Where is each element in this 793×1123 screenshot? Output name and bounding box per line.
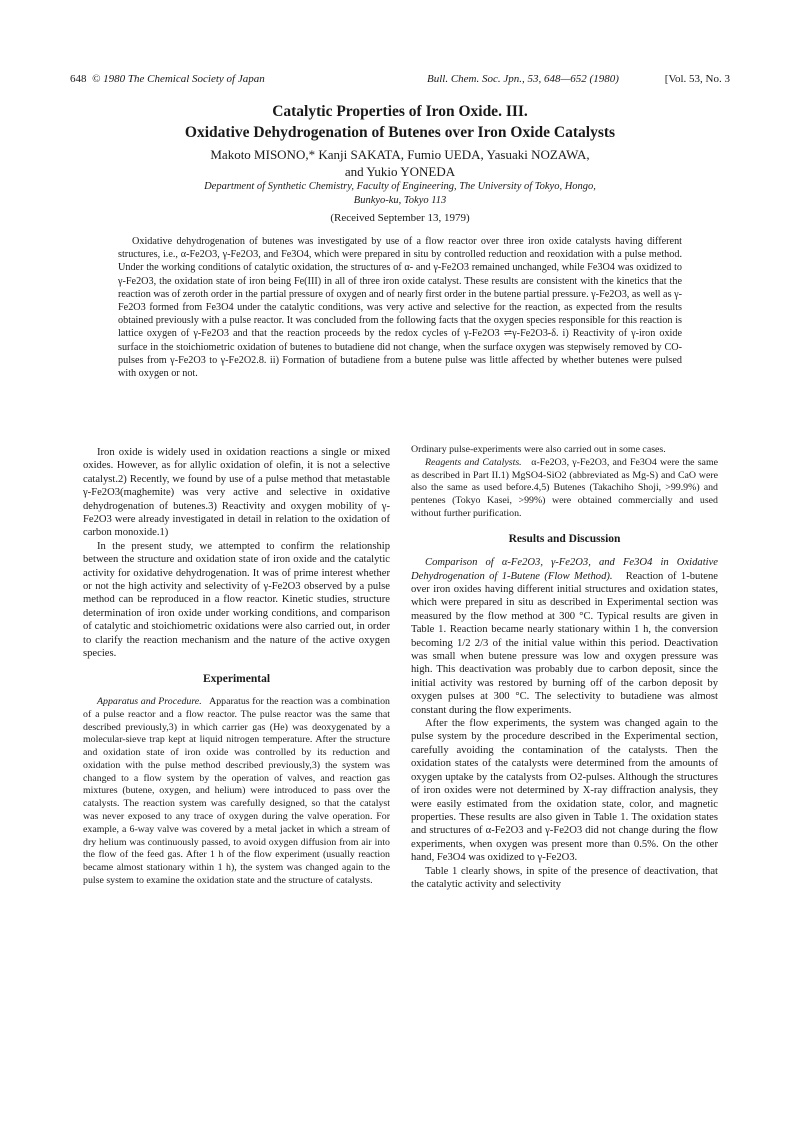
- title-line-1: Catalytic Properties of Iron Oxide. III.: [272, 103, 528, 120]
- journal-citation: Bull. Chem. Soc. Jpn., 53, 648—652 (1980): [427, 73, 619, 85]
- abstract: Oxidative dehydrogenation of butenes was investigated by use of a flow reactor over three iron oxide catalysts having different structures, i.e., α-Fe2O3, γ-Fe2O3, and Fe3O4, which were prepared in situ by controlled reduction and reoxidation with a pulse method. Under the working conditions of catalytic oxidation, the structures of α- and γ-Fe2O3 remained unchanged, while Fe3O4 was oxidized to γ-Fe2O3, the oxidation state of iron being Fe(III) in all of three iron oxide catalyst. These results are consistent with the kinetics that the reaction was of zeroth order in the partial pressure of oxygen and of nearly first order in the butene partial pressure. γ-Fe2O3, as well as γ-Fe2O3 formed from Fe3O4 under the catalytic conditions, was very active and selective for the reaction, as expected from the results obtained previously with a pulse reactor. It was concluded from the following facts that the oxygen species responsible for this reaction is lattice oxygen of γ-Fe2O3 and that the reaction proceeds by the redox cycles of γ-Fe2O3 ⇌γ-Fe2O3-δ. i) Reactivity of γ-iron oxide surface in the stoichiometric oxidation of butenes to butadiene did not change, when the surface oxygen was stepwisely removed by CO-pulses from γ-Fe2O3 to γ-Fe2O2.8. ii) Formation of butadiene from a butene pulse was little affected by whether butenes were pulsed with oxygen or not.: [118, 236, 682, 380]
- intro-paragraph-1: Iron oxide is widely used in oxidation reactions a single or mixed oxides. However, as for allylic oxidation of olefin, it is not a selective catalyst.2) Recently, we found by use of a pulse method that metastable γ-Fe2O3(maghemite) was very active and selective in oxidative dehydrogenation of butenes.3) Reactivity and oxygen mobility of γ-Fe2O3 were already investigated in detail in relation to the oxidation of carbon monoxide.1): [83, 447, 390, 539]
- page-number: 648: [70, 73, 87, 85]
- right-column: [411, 444, 718, 891]
- affiliation-line-1: Department of Synthetic Chemistry, Faculty of Engineering, The University of Tokyo, Hongo,: [204, 181, 596, 192]
- continued-paragraph: Ordinary pulse-experiments were also carried out in some cases.: [411, 444, 666, 455]
- authors-line-2: and Yukio YONEDA: [344, 164, 456, 179]
- affiliation-line-2: Bunkyo-ku, Tokyo 113: [353, 195, 447, 206]
- affiliation: [70, 180, 730, 208]
- experimental-heading: Experimental: [202, 672, 271, 685]
- title-line-2: Oxidative Dehydrogenation of Butenes over Iron Oxide Catalysts: [184, 124, 616, 141]
- received-date: (Received September 13, 1979): [330, 212, 470, 224]
- apparatus-run-in-heading: Apparatus and Procedure.: [97, 695, 202, 707]
- intro-paragraph-2: In the present study, we attempted to confirm the relationship between the structure and oxidation state of iron oxide and the catalytic activity for oxidative dehydrogenation. It was of prime interest whether or not the high activity and selectivity of γ-Fe2O3 observed by a pulse method can be reproduced in a flow reactor. Kinetic studies, structure determination of iron oxide under working conditions, and comparison of catalytic and stoichiometric oxidations were also carried out, in order to clarify the reaction mechanism and the nature of the active oxygen species.: [83, 540, 390, 660]
- apparatus-paragraph: [83, 696, 390, 888]
- comparison-text: Reaction of 1-butene over iron oxides having different initial structures and oxidation states, which were prepared in situ as described in Experimental section was measured by the flow method at 300 °C. Typical results are given in Table 1. Reaction became nearly stationary within 1 h, the conversion becoming 1/2 2/3 of the initial value within this period. Deactivation was small when butene pressure was low and oxygen pressure was high. This deactivation was probably due to carbon deposit, since the initial activity was restored by burning off of the carbon deposit by oxygen pulses at 300 °C. The selectivity to butadiene was almost constant during the flow experiments.: [411, 570, 718, 716]
- left-column: [83, 446, 390, 888]
- article-title: [70, 101, 730, 143]
- reagents-text: α-Fe2O3, γ-Fe2O3, and Fe3O4 were the same as described in Part II.1) MgSO4-SiO2 (abbreviated as Mg-S) and CaO were also the same as used before.4,5) Butenes (Takachiho Shoji, >99.9%) and pentenes (Tokyo Kasei, >99%) were obtained commercially and used without further purification.: [411, 456, 719, 519]
- table1-paragraph: Table 1 clearly shows, in spite of the presence of deactivation, that the catalytic activity and selectivity: [411, 865, 718, 890]
- volume-issue: [Vol. 53, No. 3: [664, 73, 730, 85]
- reagents-run-in-heading: Reagents and Catalysts.: [425, 456, 522, 468]
- author-list: [70, 146, 730, 180]
- reagents-paragraph: [411, 457, 718, 521]
- after-flow-paragraph: After the flow experiments, the system was changed again to the pulse system by the procedure described in the Experimental section, carefully avoiding the contamination of the catalysts. Then the oxidation states of the catalysts were determined from the amounts of oxygen uptake by the catalysts from O2-pulses. Although the structures of iron oxides were not determined by X-ray diffraction analysis, they were easily estimated from the oxidation state, color, and magnetic properties. These results are also given in Table 1. The oxidation states and structures of α-Fe2O3 and γ-Fe2O3 did not change during the flow experiments, when oxygen was present more than 0.5%. On the other hand, Fe3O4 was oxidized to γ-Fe2O3.: [411, 718, 718, 864]
- apparatus-text: Apparatus for the reaction was a combination of a pulse reactor and a flow reactor. The pulse reactor was the same that described previously,3) in which carrier gas (He) was deoxygenated by a molecular-sieve trap kept at liquid nitrogen temperature. After the structure and oxidation state of iron oxide was controlled by its reduction and oxidation with the pulse method described previously,3) the system was changed to a flow system by the operation of valves, and reaction gas mixtures (butene, oxygen, and helium) were introduced to pass over the catalysts. The reaction system was carefully designed, so that the catalyst was never exposed to any trace of oxygen during the valve operation. For example, a 6-way valve was covered by a metal jacket in which a stream of dry helium was continuously passed, to avoid oxygen diffusion from air into the flow of the feed gas. After 1 h of the flow experiment (usually reaction became almost stationary within 1 h), the system was changed again to the pulse system to examine the oxidation state and the structure of catalysts.: [83, 695, 390, 887]
- comparison-paragraph: [411, 556, 718, 717]
- results-heading: Results and Discussion: [508, 532, 621, 545]
- copyright-notice: © 1980 The Chemical Society of Japan: [92, 73, 265, 85]
- running-header: [70, 73, 730, 89]
- comparison-run-in-heading: Comparison of α-Fe2O3, γ-Fe2O3, and Fe3O4 in Oxidative Dehydrogenation of 1-Butene (Flow Method).: [411, 557, 718, 582]
- authors-line-1: Makoto MISONO,* Kanji SAKATA, Fumio UEDA, Yasuaki NOZAWA,: [210, 147, 590, 162]
